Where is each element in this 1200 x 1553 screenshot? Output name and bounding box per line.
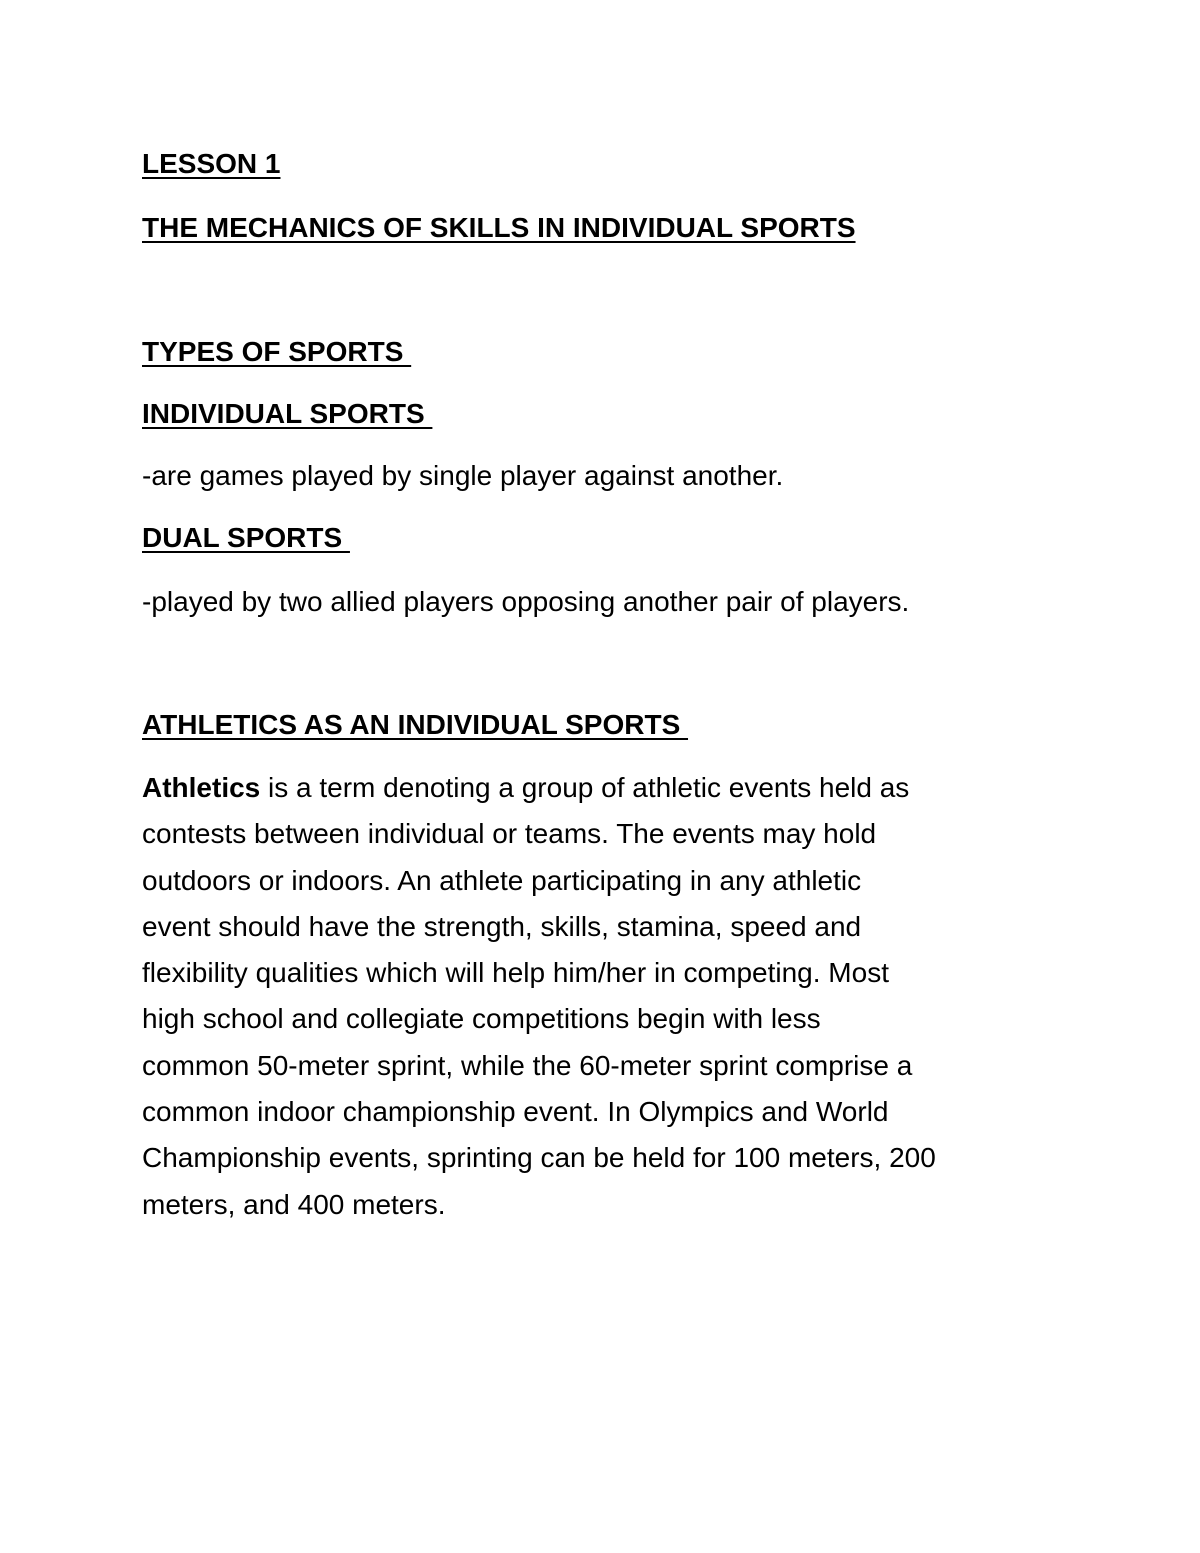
individual-sports-definition: -are games played by single player against another. [142,460,784,491]
athletics-paragraph [142,765,1082,1228]
paragraph-line: common 50-meter sprint, while the 60-meter sprint comprise a [142,1049,913,1081]
paragraph-line: flexibility qualities which will help him/her in competing. Most [142,957,889,989]
paragraph-line: meters, and 400 meters. [142,1188,446,1220]
paragraph-line: outdoors or indoors. An athlete participating in any athletic [142,864,862,896]
individual-sports-heading: INDIVIDUAL SPORTS [142,398,433,429]
lesson-label: LESSON 1 [142,148,281,179]
paragraph-line: common indoor championship event. In Olympics and World [142,1096,889,1128]
paragraph-line: Championship events, sprinting can be held for 100 meters, 200 [142,1142,936,1174]
lesson-title: THE MECHANICS OF SKILLS IN INDIVIDUAL SPORTS [142,212,856,243]
dual-sports-heading: DUAL SPORTS [142,522,350,553]
types-of-sports-heading: TYPES OF SPORTS [142,336,412,367]
athletics-term: Athletics [142,772,261,803]
paragraph-line: event should have the strength, skills, stamina, speed and [142,910,862,942]
dual-sports-definition: -played by two allied players opposing another pair of players. [142,586,910,617]
paragraph-line [142,765,1082,811]
paragraph-line: contests between individual or teams. The events may hold [142,818,877,850]
paragraph-line: high school and collegiate competitions begin with less [142,1003,821,1035]
paragraph-line-text: is a term denoting a group of athletic events held as [260,772,910,803]
athletics-heading: ATHLETICS AS AN INDIVIDUAL SPORTS [142,709,689,740]
